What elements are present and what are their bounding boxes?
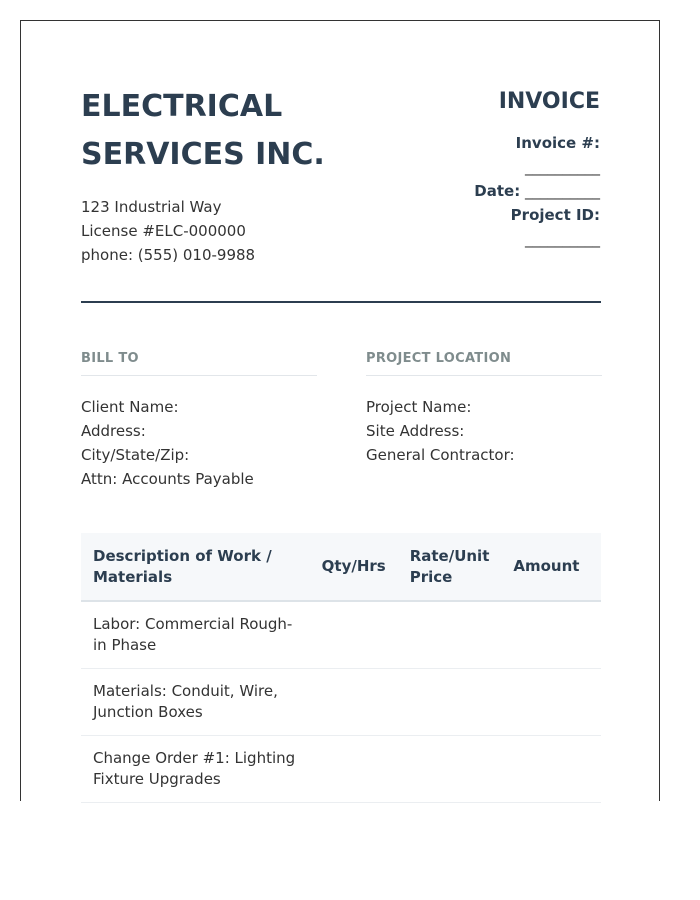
bill-to-address: Address:	[81, 422, 146, 440]
row-description: Change Order #1: Lighting Fixture Upgrades	[81, 736, 310, 803]
table-row	[81, 736, 601, 803]
row-rate	[398, 669, 502, 736]
line-items-table	[81, 533, 601, 803]
row-amount	[501, 669, 601, 736]
company-license: License #ELC-000000	[81, 222, 246, 240]
row-description: Labor: Commercial Rough-in Phase	[81, 601, 310, 669]
header-description: Description of Work / Materials	[81, 533, 310, 601]
row-qty	[310, 669, 398, 736]
project-name: Project Name:	[366, 398, 472, 416]
invoice-project-id	[380, 203, 600, 251]
invoice-number-label: Invoice #:	[515, 134, 600, 152]
invoice-number	[380, 131, 600, 179]
site-address: Site Address:	[366, 422, 465, 440]
header-qty-hrs: Qty/Hrs	[310, 533, 398, 601]
project-id-value: __________	[525, 230, 600, 248]
bill-to-city-state-zip: City/State/Zip:	[81, 446, 190, 464]
header-rate-unit-price: Rate/Unit Price	[398, 533, 502, 601]
project-location-heading: PROJECT LOCATION	[366, 349, 602, 376]
row-amount	[501, 736, 601, 803]
row-description: Materials: Conduit, Wire, Junction Boxes	[81, 669, 310, 736]
invoice-date-value: __________	[525, 182, 600, 200]
invoice-date-label: Date:	[474, 182, 521, 200]
header-divider	[81, 301, 601, 303]
bill-to-attn: Attn: Accounts Payable	[81, 470, 254, 488]
company-address: 123 Industrial Way	[81, 198, 222, 216]
project-location-lines	[366, 395, 602, 467]
row-amount	[501, 601, 601, 669]
header-amount: Amount	[501, 533, 601, 601]
bill-to-section	[81, 349, 317, 491]
row-rate	[398, 601, 502, 669]
invoice-number-value: __________	[525, 158, 600, 176]
company-name: ELECTRICAL SERVICES INC.	[81, 89, 325, 172]
row-qty	[310, 736, 398, 803]
table-header-row	[81, 533, 601, 601]
company-phone: phone: (555) 010-9988	[81, 246, 256, 264]
invoice-sheet	[20, 20, 660, 801]
row-rate	[398, 736, 502, 803]
invoice-title: INVOICE	[498, 89, 600, 114]
company-info	[81, 195, 255, 267]
invoice-meta	[380, 87, 600, 251]
project-location-section	[366, 349, 602, 467]
bill-to-heading: BILL TO	[81, 349, 317, 376]
table-row	[81, 669, 601, 736]
bill-to-lines	[81, 395, 317, 491]
row-qty	[310, 601, 398, 669]
table-row	[81, 601, 601, 669]
project-id-label: Project ID:	[510, 206, 600, 224]
invoice-date	[380, 179, 600, 203]
bill-to-client-name: Client Name:	[81, 398, 179, 416]
general-contractor: General Contractor:	[366, 446, 515, 464]
